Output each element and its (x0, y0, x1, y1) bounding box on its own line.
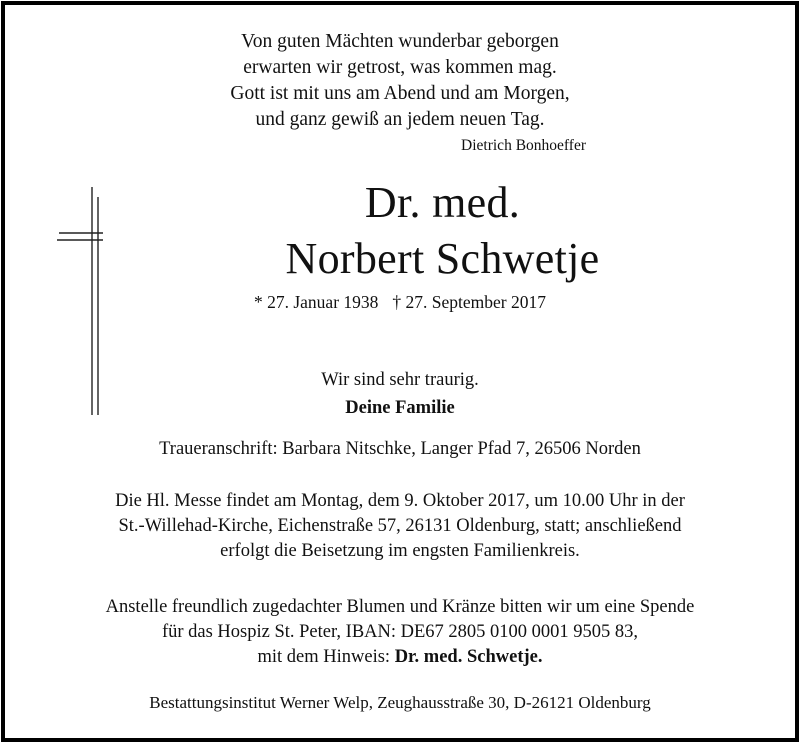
birth-date: * 27. Januar 1938 (253, 292, 379, 312)
donation-line: Anstelle freundlich zugedachter Blumen und Kränze bitten wir um eine Spende (105, 597, 695, 617)
deceased-name: Norbert Schwetje (285, 234, 600, 283)
mass-info (0, 489, 800, 564)
mass-line: St.-Willehad-Kirche, Eichenstraße 57, 26131 Oldenburg, statt; anschließend (118, 516, 682, 536)
donation-note (0, 645, 800, 670)
donation-reference: Dr. med. Schwetje. (394, 647, 543, 667)
poem-line: Von guten Mächten wunderbar geborgen (241, 31, 559, 52)
family-signature: Deine Familie (345, 398, 455, 418)
undertaker-info: Bestattungsinstitut Werner Welp, Zeughausstraße 30, D-26121 Oldenburg (149, 693, 651, 712)
life-dates (0, 292, 800, 313)
mass-line: Die Hl. Messe findet am Montag, dem 9. Oktober 2017, um 10.00 Uhr in der (115, 491, 685, 511)
death-date: † 27. September 2017 (392, 292, 547, 312)
poem (0, 29, 800, 133)
poem-line: und ganz gewiß an jedem neuen Tag. (255, 109, 545, 130)
poem-author: Dietrich Bonhoeffer (461, 137, 586, 154)
mourning-line: Wir sind sehr traurig. (321, 370, 479, 390)
poem-line: erwarten wir getrost, was kommen mag. (243, 57, 557, 78)
condolence-address: Traueranschrift: Barbara Nitschke, Langer Pfad 7, 26506 Norden (159, 439, 641, 459)
poem-line: Gott ist mit uns am Abend und am Morgen, (230, 83, 570, 104)
donation-line: für das Hospiz St. Peter, IBAN: DE67 2805 0100 0001 9505 83, (161, 622, 639, 642)
donation-info (0, 595, 800, 670)
deceased-title: Dr. med. (364, 178, 521, 227)
donation-note-prefix: mit dem Hinweis: (257, 647, 395, 667)
mass-line: erfolgt die Beisetzung im engsten Familienkreis. (220, 541, 580, 561)
